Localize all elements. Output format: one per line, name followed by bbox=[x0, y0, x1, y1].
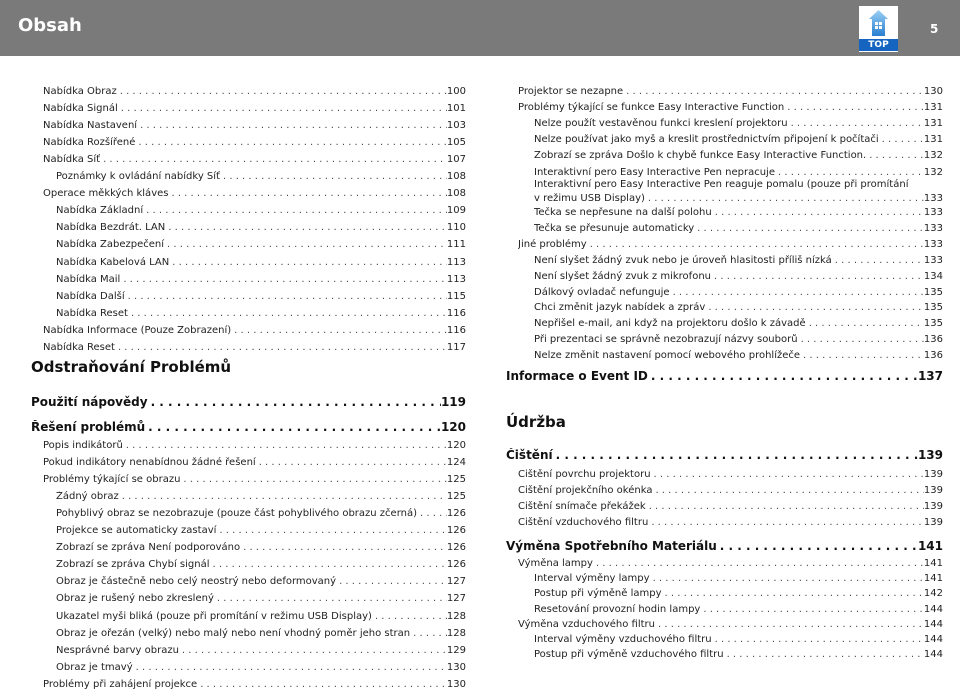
toc-entry-label: Použití nápovědy bbox=[31, 395, 148, 409]
toc-entry-label: Nabídka Reset bbox=[56, 307, 128, 319]
toc-entry[interactable] bbox=[518, 501, 943, 512]
toc-entry-label: Nelze používat jako myš a kreslit prostřednictvím připojení k počítači bbox=[534, 134, 879, 146]
toc-entry-label: Nabídka Síť bbox=[43, 154, 101, 166]
toc-entry-label: Řešení problémů bbox=[31, 420, 146, 434]
toc-entry[interactable] bbox=[43, 103, 466, 114]
toc-entry-label: Čištění projekčního okénka bbox=[518, 484, 653, 496]
toc-entry[interactable] bbox=[43, 325, 466, 336]
toc-entry[interactable] bbox=[534, 287, 943, 298]
toc-entry-page: 135 bbox=[923, 302, 943, 314]
page-number: 5 bbox=[930, 22, 939, 36]
toc-entry[interactable] bbox=[506, 369, 943, 383]
toc-entry[interactable] bbox=[56, 559, 466, 570]
toc-entry-label: Nabídka Informace (Pouze Zobrazení) bbox=[43, 324, 232, 336]
top-label: TOP bbox=[859, 39, 898, 51]
leader-dots bbox=[117, 86, 447, 97]
toc-entry-page: 130 bbox=[923, 86, 943, 97]
toc-entry-label: Nepřišel e-mail, ani když na projektoru došlo k závadě bbox=[534, 318, 806, 330]
toc-entry-label: Problémy týkající se obrazu bbox=[43, 474, 181, 486]
toc-entry-page: 116 bbox=[446, 324, 466, 336]
toc-entry-page: 131 bbox=[923, 102, 943, 114]
leader-dots bbox=[775, 167, 924, 178]
toc-entry-page: 135 bbox=[923, 318, 943, 330]
toc-entry-page: 133 bbox=[923, 254, 943, 266]
toc-entry-page: 135 bbox=[923, 286, 943, 298]
toc-entry-label: Čištění povrchu projektoru bbox=[518, 469, 651, 480]
leader-dots bbox=[168, 188, 446, 199]
toc-entry-label: Není slyšet žádný zvuk z mikrofonu bbox=[534, 270, 711, 282]
toc-entry-page: 126 bbox=[446, 559, 466, 571]
toc-entry-page: 126 bbox=[446, 525, 466, 537]
toc-entry[interactable] bbox=[56, 611, 466, 622]
toc-entry-page: 141 bbox=[917, 539, 943, 553]
leader-dots bbox=[646, 501, 924, 512]
leader-dots bbox=[553, 448, 918, 462]
toc-entry-label: Operace měkkých kláves bbox=[43, 188, 169, 200]
toc-entry[interactable] bbox=[31, 395, 466, 409]
leader-dots bbox=[655, 619, 924, 630]
toc-entry[interactable] bbox=[43, 440, 466, 451]
toc-entry[interactable] bbox=[43, 86, 466, 97]
toc-entry[interactable] bbox=[518, 86, 943, 97]
leader-dots bbox=[717, 539, 918, 553]
toc-entry-page: 115 bbox=[446, 290, 466, 302]
toc-entry-label: Čištění vzduchového filtru bbox=[518, 516, 649, 528]
toc-entry-label: Problémy týkající se funkce Easy Interactive Function bbox=[518, 102, 785, 114]
leader-dots bbox=[410, 628, 447, 639]
toc-entry-label: Zobrazí se zpráva Není podporováno bbox=[56, 542, 241, 554]
toc-entry-page: 127 bbox=[446, 593, 466, 605]
leader-dots bbox=[670, 287, 924, 298]
toc-entry-label: Interval výměny vzduchového filtru bbox=[534, 634, 712, 645]
toc-entry[interactable] bbox=[56, 508, 466, 519]
section-title-troubleshooting: Odstraňování Problémů bbox=[31, 358, 232, 376]
toc-entry-page: 128 bbox=[446, 610, 466, 622]
toc-entry[interactable] bbox=[43, 154, 466, 165]
toc-entry-page: 105 bbox=[446, 137, 466, 149]
toc-entry[interactable] bbox=[56, 645, 466, 656]
toc-entry-label: Ukazatel myši bliká (pouze při promítání v režimu USB Display) bbox=[56, 610, 372, 622]
leader-dots bbox=[800, 350, 924, 361]
leader-dots bbox=[788, 118, 924, 129]
toc-entry-label: Nabídka Základní bbox=[56, 205, 144, 217]
toc-entry-page: 107 bbox=[446, 154, 466, 166]
toc-entry[interactable] bbox=[518, 102, 943, 113]
toc-entry-page: 113 bbox=[446, 256, 466, 268]
leader-dots bbox=[231, 325, 447, 336]
toc-entry[interactable] bbox=[534, 318, 943, 329]
toc-entry[interactable] bbox=[43, 679, 466, 690]
toc-entry-page: 126 bbox=[446, 508, 466, 520]
toc-entry-page: 127 bbox=[446, 576, 466, 588]
leader-dots bbox=[648, 369, 918, 383]
leader-dots bbox=[123, 440, 447, 451]
toc-entry-page: 142 bbox=[923, 588, 943, 600]
toc-entry-page: 109 bbox=[446, 205, 466, 217]
toc-entry-label: Informace o Event ID bbox=[506, 369, 648, 383]
leader-dots bbox=[133, 662, 447, 673]
toc-entry-page: 139 bbox=[923, 516, 943, 528]
toc-entry[interactable] bbox=[56, 222, 466, 233]
toc-entry-label: Poznámky k ovládání nabídky Síť bbox=[56, 171, 220, 183]
toc-entry[interactable] bbox=[56, 628, 466, 639]
leader-dots bbox=[164, 239, 447, 250]
leader-dots bbox=[417, 508, 447, 519]
toc-entry-page: 125 bbox=[446, 491, 466, 503]
toc-entry-label: Tečka se nepřesune na další polohu bbox=[534, 207, 712, 218]
toc-entry-page: 108 bbox=[446, 171, 466, 183]
toc-entry-label: Nabídka Bezdrát. LAN bbox=[56, 222, 166, 234]
toc-entry-page: 144 bbox=[923, 603, 943, 615]
toc-entry-page: 144 bbox=[923, 634, 943, 645]
toc-entry[interactable] bbox=[534, 134, 943, 145]
toc-entry-label: Popis indikátorů bbox=[43, 440, 123, 451]
toc-entry[interactable] bbox=[56, 257, 466, 268]
section-title-maintenance: Údržba bbox=[506, 413, 566, 431]
toc-entry[interactable] bbox=[534, 649, 943, 660]
toc-entry-label: Čištění bbox=[506, 448, 553, 462]
toc-entry[interactable] bbox=[534, 223, 943, 234]
toc-entry-page: 139 bbox=[917, 448, 943, 462]
leader-dots bbox=[165, 222, 447, 233]
toc-entry-wrap-line1: Interaktivní pero Easy Interactive Pen reaguje pomalu (pouze při promítání bbox=[534, 179, 909, 190]
toc-entry[interactable] bbox=[56, 308, 466, 319]
toc-entry-label: Postup při výměně lampy bbox=[534, 588, 662, 600]
toc-entry-label: Nabídka Další bbox=[56, 290, 125, 302]
toc-entry-label: Výměna Spotřebního Materiálu bbox=[506, 539, 717, 553]
leader-dots bbox=[137, 120, 447, 131]
leader-dots bbox=[220, 171, 447, 182]
leader-dots bbox=[648, 517, 924, 528]
toc-entry-label: Nabídka Nastavení bbox=[43, 120, 138, 132]
toc-entry[interactable] bbox=[534, 193, 943, 204]
leader-dots bbox=[100, 154, 447, 165]
toc-entry-label: Postup při výměně vzduchového filtru bbox=[534, 649, 724, 661]
toc-entry-label: Nabídka Signál bbox=[43, 103, 118, 115]
toc-entry[interactable] bbox=[56, 593, 466, 604]
toc-entry-page: 134 bbox=[923, 270, 943, 282]
leader-dots bbox=[179, 645, 447, 656]
leader-dots bbox=[645, 193, 924, 204]
toc-entry-label: Projektor se nezapne bbox=[518, 86, 624, 97]
toc-entry[interactable] bbox=[43, 188, 466, 199]
toc-entry[interactable] bbox=[534, 350, 943, 361]
toc-entry-label: Jiné problémy bbox=[518, 238, 587, 250]
toc-entry-label: Pohyblivý obraz se nezobrazuje (pouze část pohyblivého obrazu zčerná) bbox=[56, 508, 418, 520]
leader-dots bbox=[210, 559, 447, 570]
leader-dots bbox=[216, 525, 447, 536]
toc-entry-label: Obraz je ořezán (velký) nebo malý nebo není vhodný poměr jeho stran bbox=[56, 627, 411, 639]
toc-entry-label: Nelze změnit nastavení pomocí webového prohlížeče bbox=[534, 350, 801, 362]
toc-entry-label: Při prezentaci se správně nezobrazují názvy souborů bbox=[534, 334, 798, 346]
toc-entry-label: Nesprávné barvy obrazu bbox=[56, 644, 179, 656]
toc-entry-label: Výměna lampy bbox=[518, 558, 593, 569]
leader-dots bbox=[214, 593, 447, 604]
page-title: Obsah bbox=[18, 15, 82, 36]
toc-entry-label: Nabídka Obraz bbox=[43, 86, 117, 97]
toc-entry[interactable] bbox=[56, 291, 466, 302]
house-icon bbox=[868, 9, 889, 37]
leader-dots bbox=[694, 223, 924, 234]
toc-entry[interactable] bbox=[56, 205, 466, 216]
leader-dots bbox=[128, 308, 447, 319]
leader-dots bbox=[652, 485, 923, 496]
toc-entry[interactable] bbox=[506, 539, 943, 553]
toc-entry-page: 133 bbox=[923, 238, 943, 250]
toc-entry-page: 144 bbox=[923, 618, 943, 630]
toc-entry-label: Obraz je částečně nebo celý neostrý nebo deformovaný bbox=[56, 576, 337, 588]
toc-entry-label: Nelze použít vestavěnou funkci kreslení projektoru bbox=[534, 118, 788, 130]
toc-entry[interactable] bbox=[534, 150, 943, 161]
leader-dots bbox=[372, 611, 447, 622]
toc-entry-label: Obraz je rušený nebo zkreslený bbox=[56, 593, 214, 605]
toc-entry-label: Zobrazí se zpráva Došlo k chybě funkce Easy Interactive Function. bbox=[534, 150, 867, 162]
toc-entry-label: Resetování provozní hodin lampy bbox=[534, 603, 701, 615]
leader-dots bbox=[169, 257, 447, 268]
toc-entry-page: 144 bbox=[923, 649, 943, 661]
toc-entry-page: 141 bbox=[923, 573, 943, 585]
leader-dots bbox=[180, 474, 446, 485]
leader-dots bbox=[118, 103, 447, 114]
leader-dots bbox=[879, 134, 924, 145]
toc-entry[interactable] bbox=[534, 604, 943, 615]
toc-entry-label: Nabídka Rozšířené bbox=[43, 137, 136, 149]
toc-entry-page: 103 bbox=[446, 120, 466, 132]
toc-entry[interactable] bbox=[506, 448, 943, 462]
toc-entry[interactable] bbox=[534, 255, 943, 266]
toc-entry[interactable] bbox=[534, 302, 943, 313]
toc-entry[interactable] bbox=[43, 120, 466, 131]
toc-entry-page: 120 bbox=[446, 440, 466, 451]
toc-entry-label: v režimu USB Display) bbox=[534, 193, 645, 204]
toc-entry-label: Čištění snímače překážek bbox=[518, 500, 646, 512]
toc-entry[interactable] bbox=[518, 517, 943, 528]
toc-entry-page: 130 bbox=[446, 661, 466, 673]
toc-entry[interactable] bbox=[56, 274, 466, 285]
toc-entry-page: 119 bbox=[440, 395, 466, 409]
leader-dots bbox=[724, 649, 924, 660]
toc-entry-label: Pokud indikátory nenabídnou žádné řešení bbox=[43, 457, 256, 469]
toc-entry-page: 101 bbox=[446, 103, 466, 115]
toc-entry-page: 133 bbox=[923, 207, 943, 218]
toc-entry-label: Žádný obraz bbox=[56, 491, 119, 503]
leader-dots bbox=[866, 150, 924, 161]
leader-dots bbox=[832, 255, 924, 266]
toc-entry[interactable] bbox=[534, 634, 943, 645]
leader-dots bbox=[711, 271, 924, 282]
toc-entry-page: 129 bbox=[446, 644, 466, 656]
toc-entry[interactable] bbox=[56, 491, 466, 502]
toc-entry[interactable] bbox=[534, 588, 943, 599]
page-header bbox=[0, 0, 960, 56]
toc-entry-label: Interval výměny lampy bbox=[534, 573, 650, 585]
toc-entry[interactable] bbox=[43, 474, 466, 485]
toc-entry-page: 100 bbox=[446, 86, 466, 97]
leader-dots bbox=[798, 334, 924, 345]
leader-dots bbox=[115, 342, 447, 353]
toc-entry[interactable] bbox=[518, 558, 943, 569]
toc-entry-label: Nabídka Reset bbox=[43, 341, 115, 353]
leader-dots bbox=[623, 86, 924, 97]
toc-entry[interactable] bbox=[518, 469, 943, 480]
toc-entry[interactable] bbox=[534, 167, 943, 178]
leader-dots bbox=[700, 604, 924, 615]
toc-entry-label: Tečka se přesunuje automaticky bbox=[534, 222, 695, 234]
toc-entry-page: 111 bbox=[446, 239, 466, 251]
leader-dots bbox=[712, 207, 924, 218]
toc-entry-page: 117 bbox=[446, 341, 466, 353]
toc-entry[interactable] bbox=[43, 342, 466, 353]
leader-dots bbox=[650, 573, 924, 584]
toc-entry-page: 141 bbox=[923, 558, 943, 569]
leader-dots bbox=[256, 457, 447, 468]
toc-entry-page: 124 bbox=[446, 457, 466, 469]
toc-entry[interactable] bbox=[56, 576, 466, 587]
toc-entry-page: 137 bbox=[917, 369, 943, 383]
toc-entry-label: Nabídka Mail bbox=[56, 273, 121, 285]
toc-entry-page: 126 bbox=[446, 542, 466, 554]
toc-entry-page: 136 bbox=[923, 350, 943, 362]
toc-entry[interactable] bbox=[56, 239, 466, 250]
leader-dots bbox=[651, 469, 924, 480]
leader-dots bbox=[148, 395, 441, 409]
leader-dots bbox=[240, 542, 447, 553]
leader-dots bbox=[336, 576, 447, 587]
toc-entry-page: 113 bbox=[446, 273, 466, 285]
leader-dots bbox=[120, 274, 447, 285]
toc-entry[interactable] bbox=[56, 542, 466, 553]
toc-entry[interactable] bbox=[534, 573, 943, 584]
leader-dots bbox=[125, 291, 447, 302]
toc-entry-page: 132 bbox=[923, 166, 943, 178]
toc-entry[interactable] bbox=[56, 525, 466, 536]
leader-dots bbox=[197, 679, 447, 690]
toc-entry[interactable] bbox=[56, 662, 466, 673]
leader-dots bbox=[705, 302, 924, 313]
toc-entry-page: 120 bbox=[440, 420, 466, 434]
leader-dots bbox=[662, 588, 924, 599]
leader-dots bbox=[143, 205, 447, 216]
toc-entry-page: 136 bbox=[923, 334, 943, 346]
toc-entry-page: 132 bbox=[923, 150, 943, 162]
toc-entry[interactable] bbox=[43, 137, 466, 148]
toc-entry-label: Výměna vzduchového filtru bbox=[518, 618, 655, 630]
toc-entry-label: Projekce se automaticky zastaví bbox=[56, 525, 217, 537]
toc-entry-label: Problémy při zahájení projekce bbox=[43, 678, 198, 690]
toc-entry-page: 139 bbox=[923, 484, 943, 496]
toc-entry-page: 125 bbox=[446, 474, 466, 486]
toc-entry-page: 131 bbox=[923, 134, 943, 146]
toc-entry-label: Není slyšet žádný zvuk nebo je úroveň hlasitosti příliš nízká bbox=[534, 254, 832, 266]
toc-entry-label: Zobrazí se zpráva Chybí signál bbox=[56, 559, 210, 571]
leader-dots bbox=[135, 137, 447, 148]
leader-dots bbox=[587, 239, 924, 250]
toc-entry-page: 133 bbox=[923, 193, 943, 204]
leader-dots bbox=[119, 491, 447, 502]
toc-entry-page: 116 bbox=[446, 307, 466, 319]
toc-entry-label: Obraz je tmavý bbox=[56, 661, 133, 673]
leader-dots bbox=[712, 634, 924, 645]
toc-entry[interactable] bbox=[518, 619, 943, 630]
toc-entry[interactable] bbox=[518, 485, 943, 496]
leader-dots bbox=[806, 318, 924, 329]
toc-entry[interactable] bbox=[56, 171, 466, 182]
toc-entry-page: 133 bbox=[923, 222, 943, 234]
toc-entry[interactable] bbox=[534, 207, 943, 218]
toc-entry-page: 131 bbox=[923, 118, 943, 130]
toc-entry[interactable] bbox=[31, 420, 466, 434]
leader-dots bbox=[784, 102, 924, 113]
toc-entry-label: Nabídka Kabelová LAN bbox=[56, 256, 170, 268]
toc-entry[interactable] bbox=[43, 457, 466, 468]
toc-entry[interactable] bbox=[534, 271, 943, 282]
toc-entry-page: 128 bbox=[446, 627, 466, 639]
toc-entry-label: Dálkový ovladač nefunguje bbox=[534, 286, 670, 298]
toc-entry-page: 139 bbox=[923, 469, 943, 480]
toc-entry-page: 139 bbox=[923, 500, 943, 512]
toc-entry-page: 130 bbox=[446, 678, 466, 690]
top-button[interactable] bbox=[859, 6, 898, 52]
toc-entry-label: Chci změnit jazyk nabídek a zpráv bbox=[534, 302, 706, 314]
toc-entry-page: 110 bbox=[446, 222, 466, 234]
toc-entry[interactable] bbox=[534, 334, 943, 345]
toc-entry-page: 108 bbox=[446, 188, 466, 200]
toc-entry-label: Interaktivní pero Easy Interactive Pen nepracuje bbox=[534, 166, 775, 178]
toc-entry[interactable] bbox=[534, 118, 943, 129]
toc-entry-label: Nabídka Zabezpečení bbox=[56, 239, 164, 251]
toc-entry[interactable] bbox=[518, 239, 943, 250]
leader-dots bbox=[593, 558, 924, 569]
leader-dots bbox=[145, 420, 441, 434]
